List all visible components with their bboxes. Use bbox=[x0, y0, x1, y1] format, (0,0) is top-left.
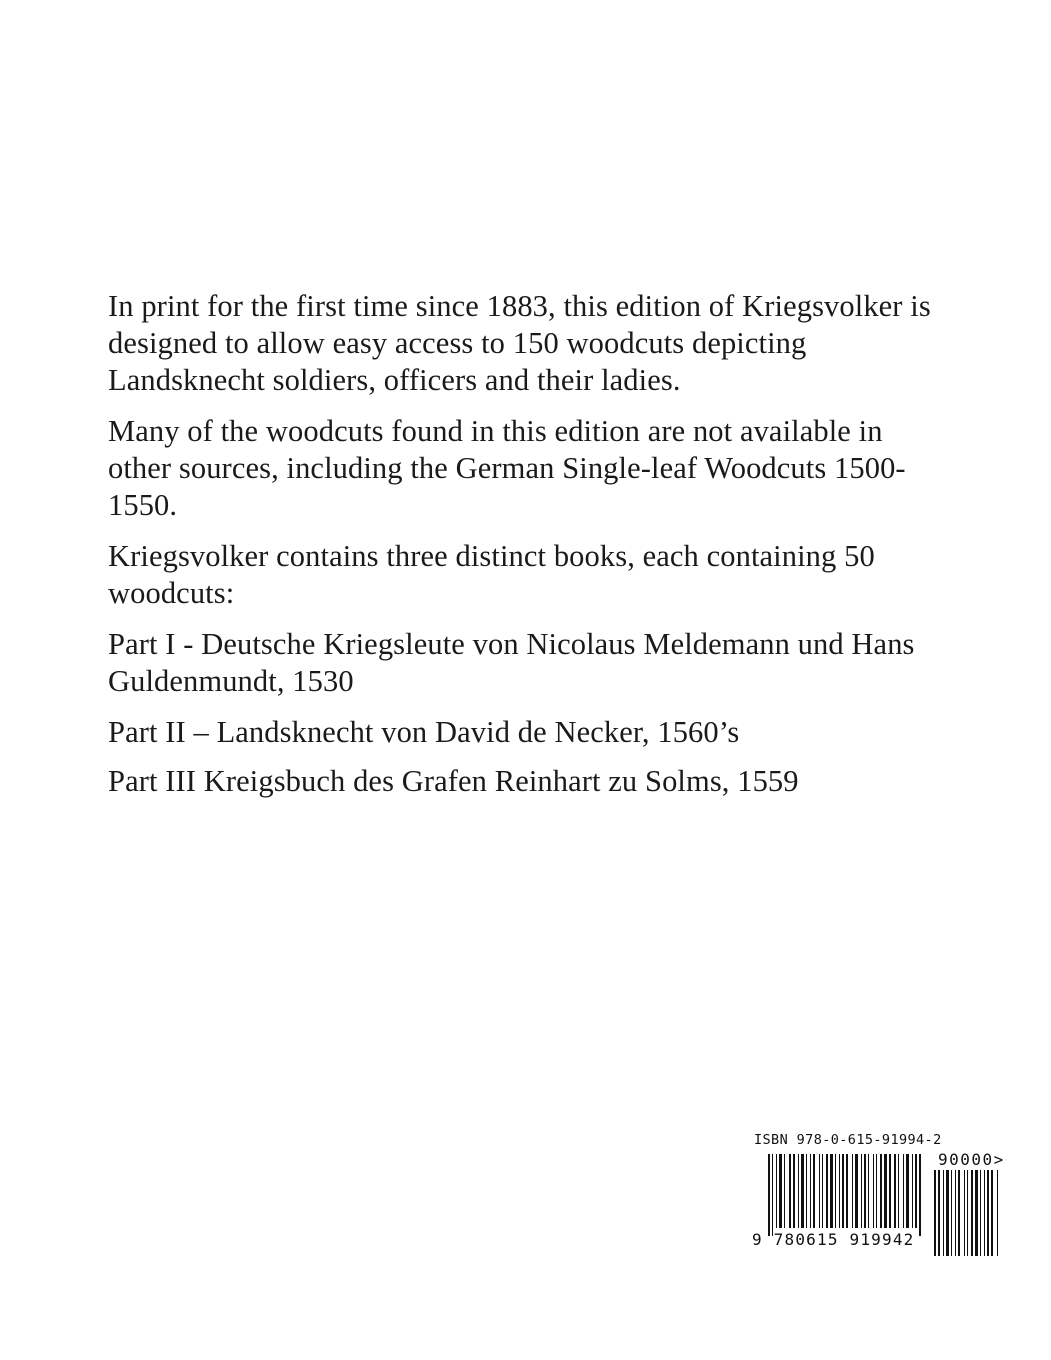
barcode-digits: 9 780615 919942 bbox=[752, 1230, 915, 1249]
barcode-bar bbox=[784, 1154, 785, 1228]
barcode-bar bbox=[779, 1154, 782, 1228]
barcode-bar bbox=[789, 1154, 791, 1228]
barcode-bar bbox=[975, 1170, 978, 1256]
barcode-bar bbox=[855, 1154, 858, 1228]
barcode-bar bbox=[868, 1154, 869, 1228]
barcode-bar bbox=[813, 1154, 815, 1228]
barcode-bar bbox=[826, 1154, 828, 1228]
barcode-bar bbox=[819, 1154, 820, 1228]
barcode-bar bbox=[943, 1170, 944, 1256]
barcode-bar bbox=[912, 1154, 913, 1228]
barcode-bar bbox=[835, 1154, 836, 1228]
barcode-bar bbox=[798, 1154, 799, 1228]
barcode-bar bbox=[861, 1154, 862, 1228]
barcode-bar bbox=[951, 1170, 952, 1256]
blurb-part-1: Part I - Deutsche Kriegsleute von Nicolaus Meldemann und Hans Guldenmundt, 1530 bbox=[108, 627, 915, 698]
barcode-bar bbox=[822, 1154, 823, 1228]
barcode-bar bbox=[987, 1170, 989, 1256]
barcode-bar bbox=[884, 1154, 887, 1228]
barcode-bar bbox=[984, 1170, 985, 1256]
barcode-bar bbox=[915, 1154, 917, 1228]
barcode-bar bbox=[839, 1154, 840, 1228]
barcode-bar bbox=[801, 1154, 804, 1228]
barcode-bar bbox=[810, 1154, 811, 1228]
blurb-part-2: Part II – Landsknecht von David de Necker, 1560’s bbox=[108, 715, 740, 749]
barcode-bar bbox=[971, 1170, 973, 1256]
barcode-bar bbox=[830, 1154, 833, 1228]
barcode-bar bbox=[880, 1154, 882, 1228]
barcode-bar bbox=[898, 1154, 899, 1228]
barcode-bar bbox=[793, 1154, 795, 1228]
blurb-paragraph-intro: In print for the first time since 1883, this edition of Kriegsvolker is designed to allow easy access to 150 woodcuts depicting Landsknecht soldiers, officers and their ladies. bbox=[108, 289, 931, 397]
blurb-paragraph-sources: Many of the woodcuts found in this edition are not available in other sources, including the German Single-leaf Woodcuts 1500-1550. bbox=[108, 414, 906, 522]
barcode-bar bbox=[997, 1170, 998, 1256]
barcode-bar bbox=[934, 1170, 936, 1256]
barcode-bar bbox=[919, 1154, 921, 1236]
isbn-barcode bbox=[748, 1132, 1038, 1262]
barcode-bar bbox=[806, 1154, 807, 1228]
barcode-bar bbox=[958, 1170, 960, 1256]
barcode-bar bbox=[846, 1154, 848, 1228]
barcode-bar bbox=[864, 1154, 866, 1228]
barcode-bar bbox=[906, 1154, 909, 1228]
blurb-part-3: Part III Kreigsbuch des Grafen Reinhart zu Solms, 1559 bbox=[108, 764, 799, 798]
barcode-bar bbox=[903, 1154, 904, 1228]
barcode-bar bbox=[980, 1170, 981, 1256]
barcode-bar bbox=[772, 1154, 773, 1236]
barcode-bar bbox=[967, 1170, 968, 1256]
barcode-bar bbox=[964, 1170, 965, 1256]
barcode-bar bbox=[768, 1154, 770, 1236]
barcode-bar bbox=[873, 1154, 874, 1228]
barcode-bar bbox=[946, 1170, 949, 1256]
barcode-bar bbox=[894, 1154, 896, 1228]
barcode-bar bbox=[876, 1154, 877, 1228]
barcode-bar bbox=[776, 1154, 777, 1228]
barcode-bar bbox=[889, 1154, 891, 1228]
price-addon-label: 90000> bbox=[938, 1150, 1005, 1169]
isbn-label: ISBN 978-0-615-91994-2 bbox=[754, 1132, 942, 1148]
description-blurb bbox=[108, 288, 948, 814]
barcode-bar bbox=[842, 1154, 844, 1228]
barcode-bar bbox=[938, 1170, 940, 1256]
barcode-bar bbox=[955, 1170, 956, 1256]
barcode-bar bbox=[852, 1154, 853, 1228]
barcode-bar bbox=[991, 1170, 993, 1256]
blurb-paragraph-contents: Kriegsvolker contains three distinct books, each containing 50 woodcuts: bbox=[108, 539, 875, 610]
